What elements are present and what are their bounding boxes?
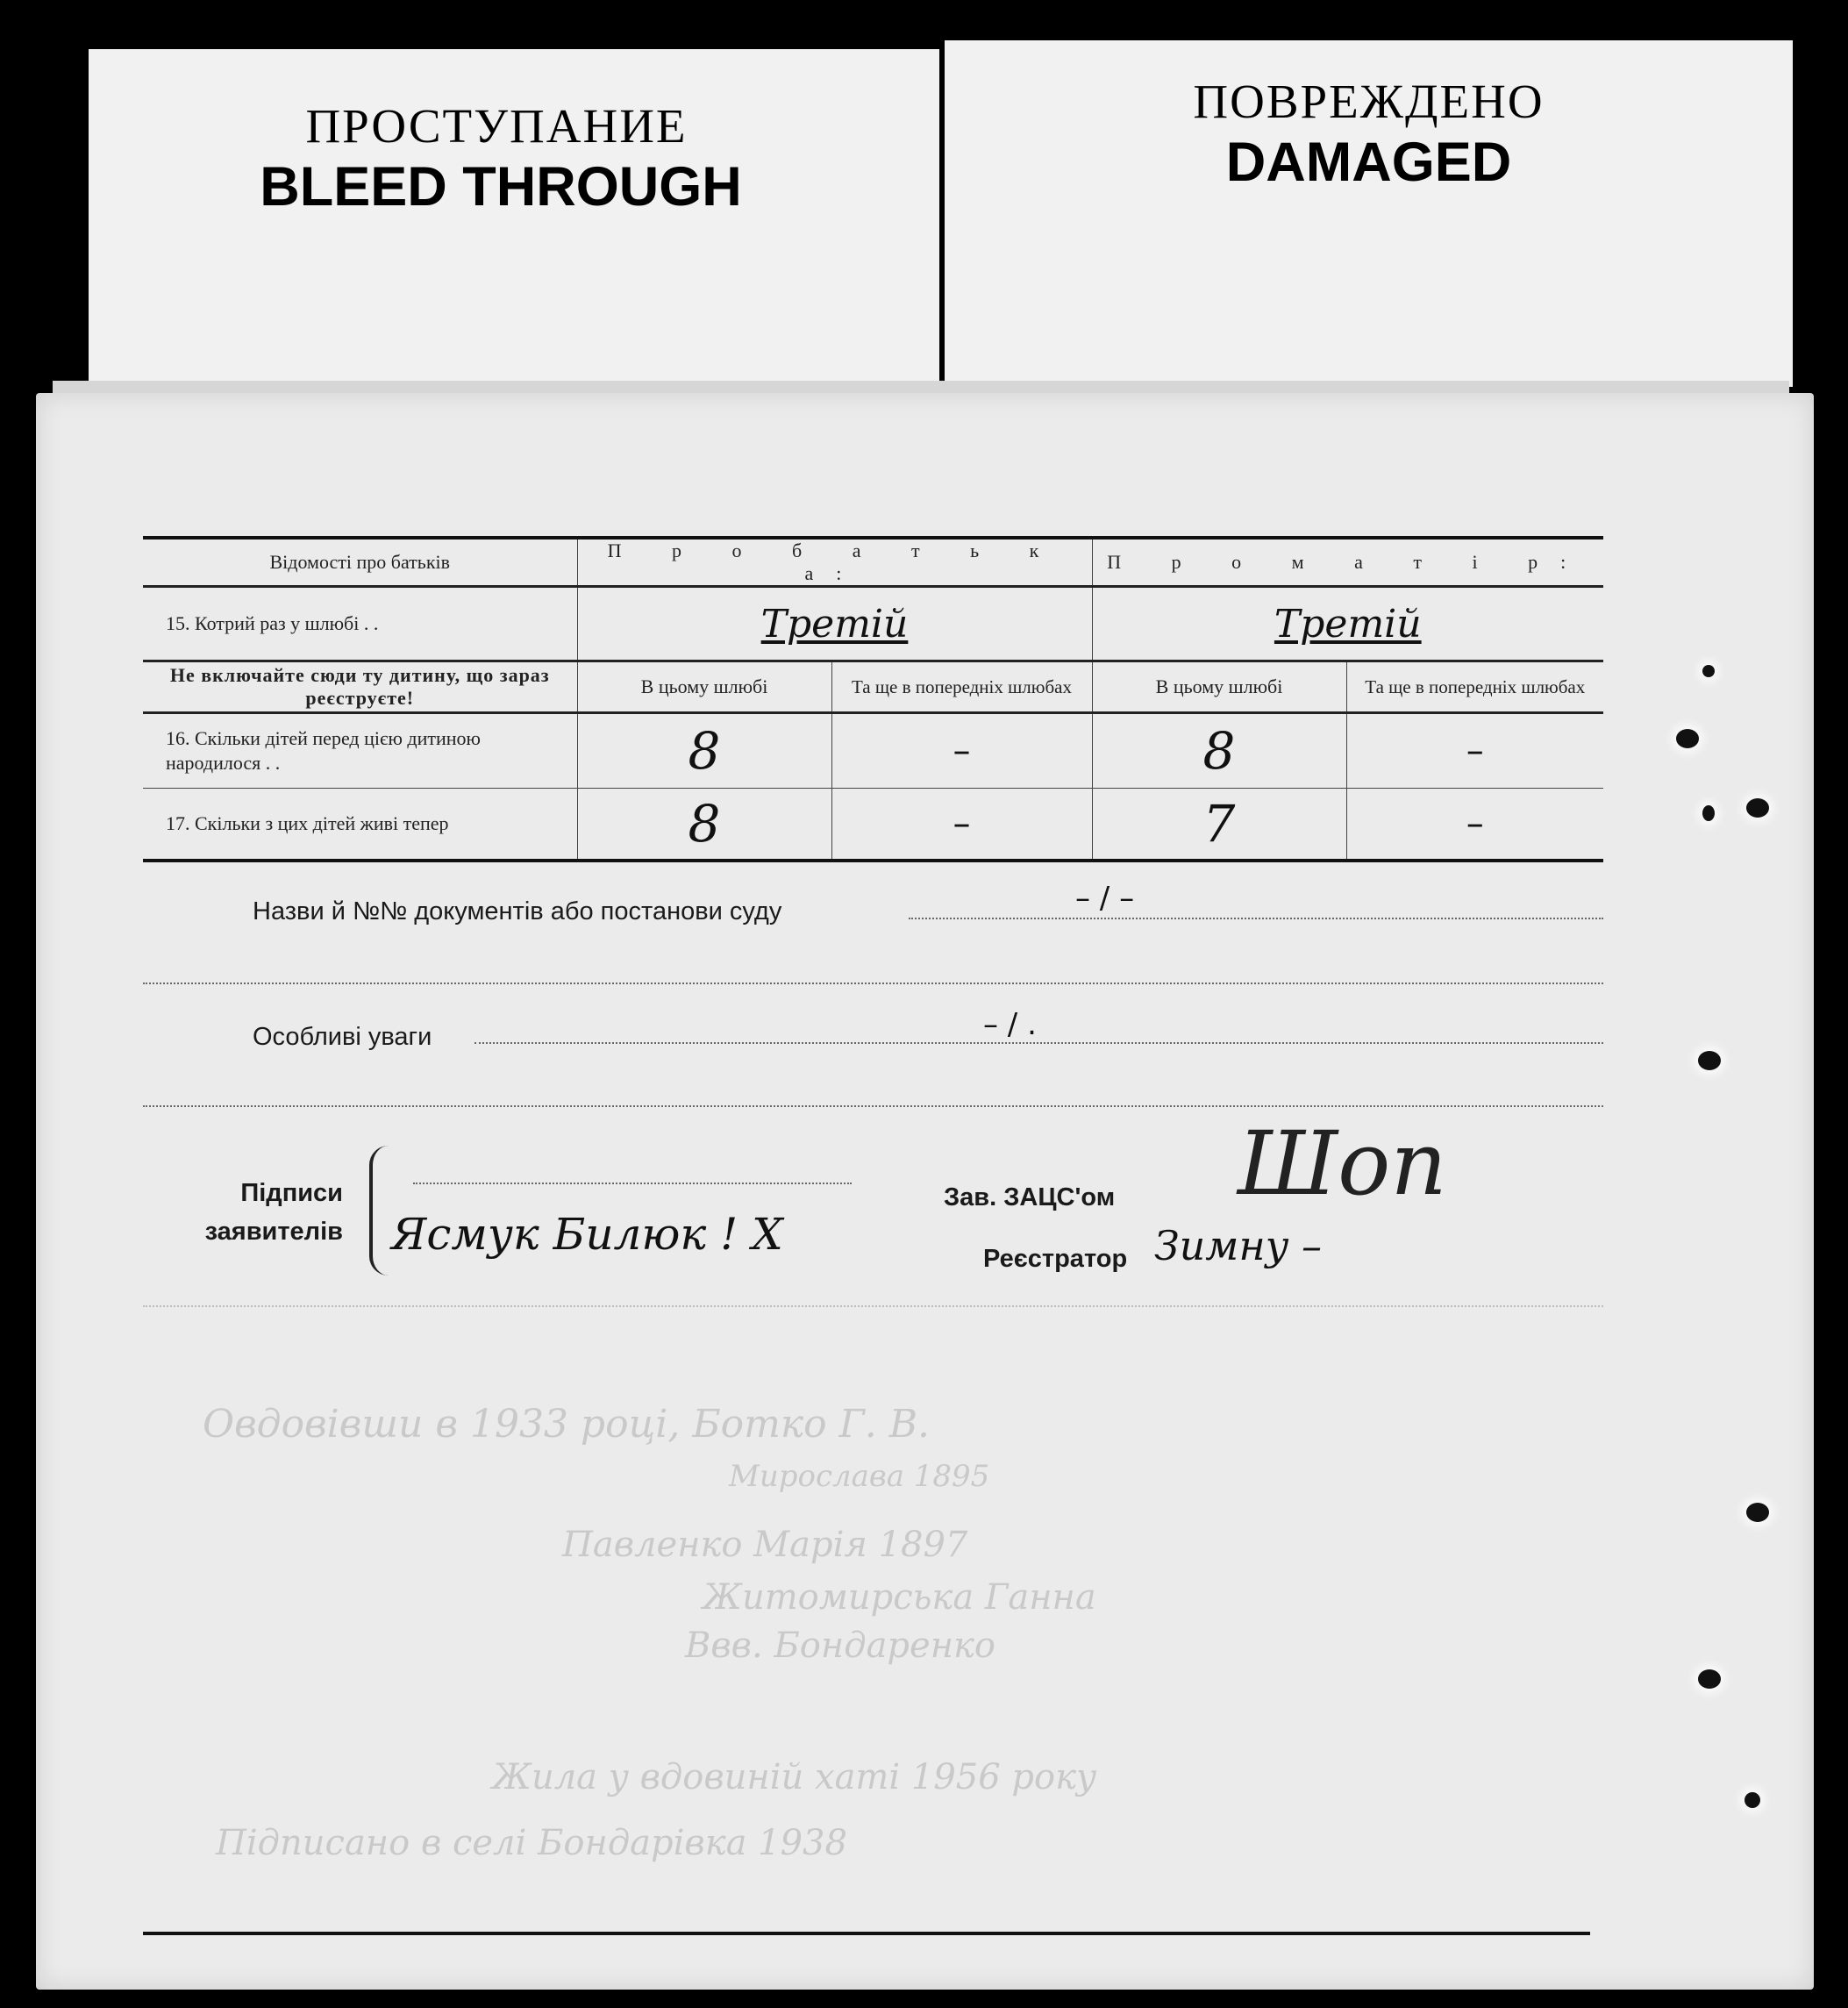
applicant-signatures: Ясмук Билюк ! Х <box>391 1209 783 1260</box>
subheader-father-this-marriage: В цьому шлюбі <box>577 661 831 713</box>
row15-mother-value: Третій <box>1274 601 1422 647</box>
row17-mother-this-value: 7 <box>1202 794 1236 854</box>
damage-hole-6 <box>1746 1503 1769 1522</box>
row17-label: 17. Скільки з цих дітей живі тепер <box>143 789 577 861</box>
bleed-through-label-card <box>89 49 939 387</box>
table-row-marriage-count <box>143 587 1603 661</box>
row15-father-value: Третій <box>760 601 909 647</box>
subheader-father-previous: Та ще в попередніх шлюбах <box>831 661 1092 713</box>
documents-line-2 <box>143 983 1603 984</box>
header-about-mother: П р о м а т і р: <box>1092 538 1603 587</box>
row17-mother-prev-value: – <box>1466 804 1484 844</box>
row16-mother-prev-value: – <box>1466 731 1484 771</box>
row17-mother-this-cell <box>1092 789 1346 861</box>
table-row-children-alive <box>143 789 1603 861</box>
row16-father-this-value: 8 <box>688 721 721 781</box>
signatures-label: Підписи заявителів <box>204 1179 343 1246</box>
row16-father-this-cell <box>577 713 831 789</box>
signature-bottom-line <box>143 1305 1603 1307</box>
row15-label: 15. Котрий раз у шлюбі . . <box>143 587 577 661</box>
damage-hole-7 <box>1698 1669 1721 1689</box>
notes-line-2 <box>143 1105 1603 1107</box>
damage-hole-4 <box>1746 798 1769 818</box>
notes-label: Особливі уваги <box>253 1023 432 1051</box>
documents-label: Назви й №№ документів або постанови суду <box>253 897 782 925</box>
bleed-through-text-1: Овдовівши в 1933 році, Ботко Г. В. <box>203 1402 931 1447</box>
row16-father-prev-value: – <box>953 731 971 771</box>
table-header-row <box>143 538 1603 587</box>
damaged-label-ru: ПОВРЕЖДЕНО <box>1193 75 1545 128</box>
damage-hole-2 <box>1702 665 1715 677</box>
signatures-brace <box>369 1146 389 1276</box>
notes-line <box>474 1042 1603 1044</box>
row17-father-prev-cell <box>831 789 1092 861</box>
registrar-signature: Зимну – <box>1154 1222 1323 1269</box>
head-zags-signature: Шоп <box>1238 1112 1447 1215</box>
damaged-label-card <box>945 40 1793 387</box>
row15-father-cell <box>577 587 1092 661</box>
registrar-label: Реєстратор <box>983 1245 1128 1273</box>
header-parents-info: Відомості про батьків <box>143 538 577 587</box>
damage-hole-3 <box>1702 805 1715 821</box>
head-zags-label: Зав. ЗАЦС'ом <box>944 1183 1116 1211</box>
row16-father-prev-cell <box>831 713 1092 789</box>
row15-mother-cell <box>1092 587 1603 661</box>
bleed-through-text-5: Ввв. Бондаренко <box>685 1626 996 1666</box>
document-page <box>36 393 1814 1990</box>
damage-hole-1 <box>1676 729 1699 748</box>
bottom-rule <box>143 1932 1590 1935</box>
documents-value: – / – <box>1075 881 1135 916</box>
table-row-children-born <box>143 713 1603 789</box>
row17-father-prev-value: – <box>953 804 971 844</box>
bleed-through-label-en: BLEED THROUGH <box>260 156 742 218</box>
row16-mother-this-value: 8 <box>1202 721 1236 781</box>
row16-mother-this-cell <box>1092 713 1346 789</box>
notes-value: – / . <box>983 1007 1037 1042</box>
header-about-father: П р о б а т ь к а: <box>577 538 1092 587</box>
damage-hole-5 <box>1698 1051 1721 1070</box>
row17-father-this-value: 8 <box>688 794 721 854</box>
parents-info-table <box>143 536 1603 862</box>
exclude-child-note: Не включайте сюди ту дитину, що зараз реєструєте! <box>143 661 577 713</box>
row17-mother-prev-cell <box>1346 789 1603 861</box>
table-subheader-row <box>143 661 1603 713</box>
bleed-through-label-ru: ПРОСТУПАНИЕ <box>305 99 688 153</box>
bleed-through-text-6: Жила у вдовиній хаті 1956 року <box>492 1757 1097 1797</box>
row16-mother-prev-cell <box>1346 713 1603 789</box>
bleed-through-text-3: Павленко Марія 1897 <box>562 1525 968 1565</box>
damaged-label-en: DAMAGED <box>1225 132 1512 193</box>
signature-line-1 <box>413 1183 852 1184</box>
bleed-through-text-4: Житомирська Ганна <box>703 1577 1096 1618</box>
damage-hole-8 <box>1745 1792 1760 1808</box>
row17-father-this-cell <box>577 789 831 861</box>
bleed-through-text-7: Підписано в селі Бондарівка 1938 <box>216 1823 847 1863</box>
bleed-through-text-2: Мирослава 1895 <box>729 1459 990 1494</box>
row16-label: 16. Скільки дітей перед цією дитиною народилося . . <box>143 713 577 789</box>
documents-line <box>909 918 1603 919</box>
subheader-mother-this-marriage: В цьому шлюбі <box>1092 661 1346 713</box>
subheader-mother-previous: Та ще в попередніх шлюбах <box>1346 661 1603 713</box>
